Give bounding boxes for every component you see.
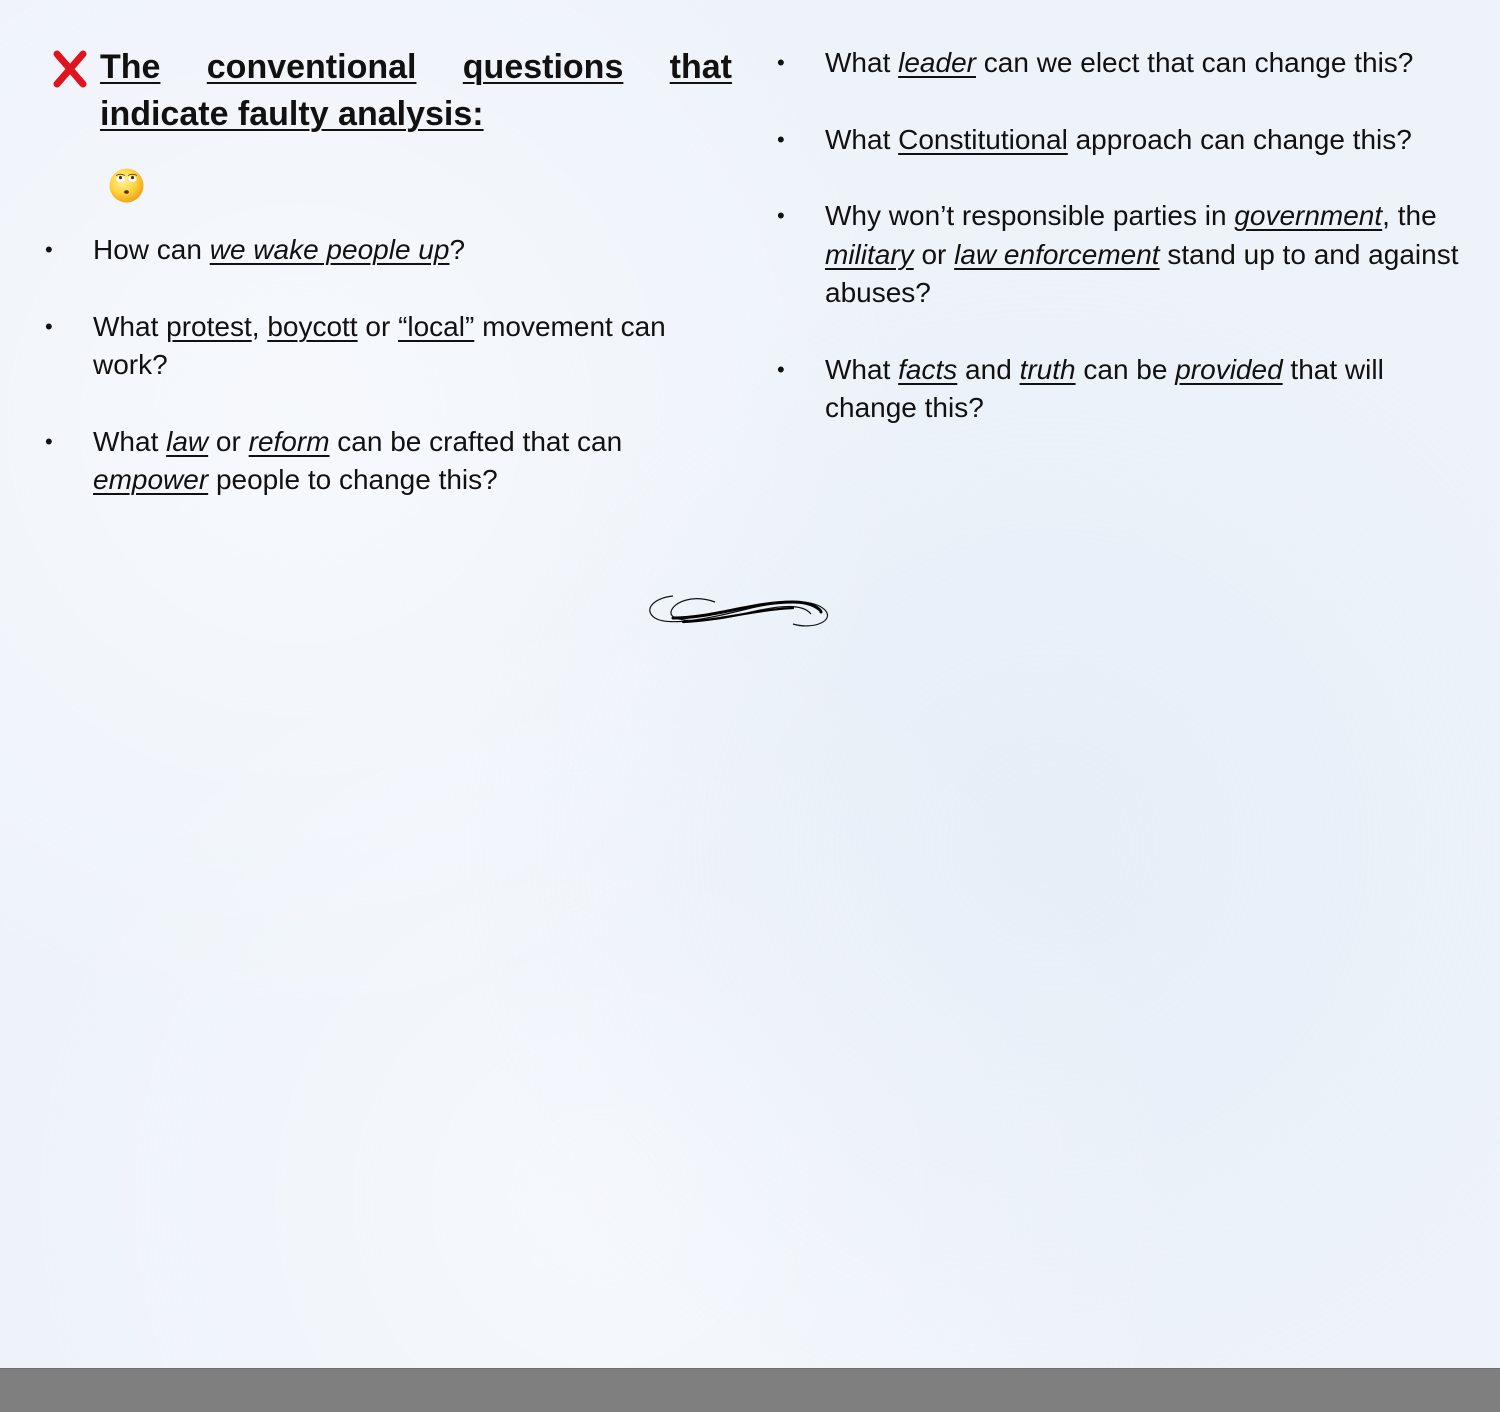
emphasis-segment: facts (898, 353, 958, 385)
emphasis-segment: reform (248, 425, 330, 457)
emphasis-segment: law enforcement (954, 238, 1160, 270)
emphasis-segment: “local” (398, 310, 475, 342)
text-segment: What (825, 123, 899, 155)
emphasis-segment: government (1234, 200, 1383, 231)
heading-word: The (100, 48, 161, 86)
list-item (45, 308, 733, 385)
text-segment: or (913, 238, 955, 270)
bullet: • (45, 428, 53, 454)
bullet: • (45, 237, 53, 262)
text-segment: can be crafted that can (329, 425, 623, 457)
emphasis-segment: boycott (267, 310, 358, 342)
list-item (777, 44, 1485, 83)
text-segment: people to change this? (208, 464, 498, 495)
text-segment: that will change this? (825, 353, 1384, 423)
bullet: • (777, 126, 785, 152)
emphasis-segment: leader (898, 47, 976, 78)
list-item (777, 197, 1485, 313)
text-segment: What (93, 425, 167, 457)
emphasis-segment: protest (166, 310, 252, 342)
bullet: • (777, 50, 785, 75)
heading-word: conventional (206, 48, 417, 86)
text-segment: What (825, 47, 899, 78)
heading-title (100, 44, 732, 138)
text-segment: or (208, 425, 249, 457)
text-segment: stand up to and against abuses? (825, 238, 1459, 308)
heading-line-2: indicate faulty analysis: (100, 95, 484, 133)
emphasis-segment: truth (1019, 353, 1076, 385)
text-segment: movement can work? (93, 310, 666, 380)
list-item (777, 121, 1485, 160)
text-segment: What (93, 310, 167, 342)
bullet: • (777, 203, 785, 228)
eye-roll-face-icon (108, 167, 145, 204)
text-segment: How can (93, 234, 210, 265)
slide-heading (52, 44, 732, 138)
emphasis-segment: Constitutional (898, 123, 1068, 155)
text-segment: can we elect that can change this? (975, 47, 1414, 78)
emphasis-segment: we wake people up (209, 234, 450, 265)
right-question-list (777, 44, 1485, 428)
text-segment: or (357, 310, 399, 342)
left-question-list (45, 231, 733, 500)
text-segment: Why won’t responsible parties in (825, 200, 1235, 231)
heading-line-1 (100, 44, 732, 91)
text-segment: What (825, 353, 899, 385)
text-segment: , the (1382, 200, 1437, 231)
emphasis-segment: provided (1175, 353, 1283, 385)
emphasis-segment: law (166, 425, 209, 457)
emphasis-segment: empower (93, 464, 209, 495)
text-segment: approach can change this? (1067, 123, 1412, 155)
flourish-divider-icon (643, 588, 833, 638)
heading-word: that (669, 48, 732, 86)
footer-bar (0, 1368, 1500, 1412)
text-segment: ? (449, 234, 466, 265)
list-item (45, 423, 623, 500)
text-segment: and (957, 353, 1020, 385)
heading-word: questions (462, 48, 624, 86)
red-x-icon (52, 50, 88, 88)
bullet: • (45, 313, 53, 339)
emphasis-segment: military (825, 238, 914, 270)
list-item (777, 351, 1435, 428)
text-segment: can be (1075, 353, 1176, 385)
list-item (45, 231, 733, 270)
text-segment: , (251, 310, 268, 342)
bullet: • (777, 356, 785, 382)
